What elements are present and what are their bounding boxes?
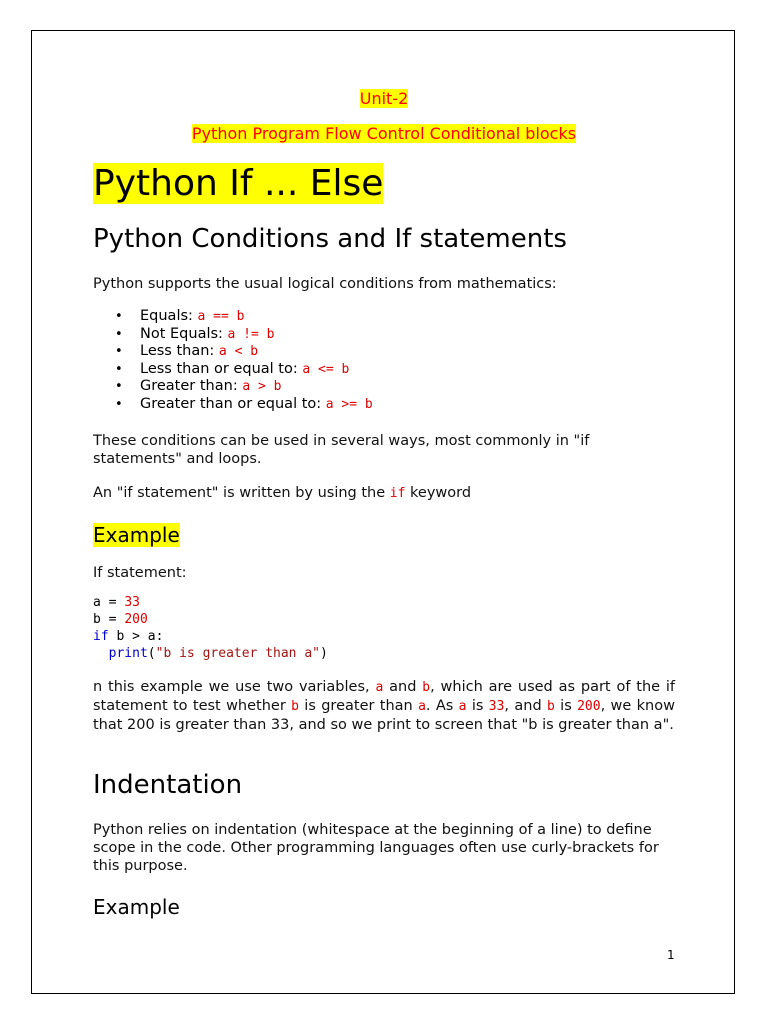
example-explanation: n this example we use two variables, a and b, which are used as part of the if statement to test whether b is greater than a. As a is 33, and b is 200, we know that 200 is greater than 33, and so we print to screen that "b is greater than a". [93,679,676,733]
list-item: • Less than: a < b [93,343,493,361]
section-heading-conditions: Python Conditions and If statements [93,224,567,254]
list-item: • Greater than or equal to: a >= b [93,396,493,414]
unit-heading: Unit-2 [359,89,409,108]
indentation-example-heading: Example [93,895,180,919]
list-item: • Equals: a == b [93,308,493,326]
list-item: • Less than or equal to: a <= b [93,361,493,379]
chapter-subtitle: Python Program Flow Control Conditional blocks [191,124,577,143]
list-item: • Greater than: a > b [93,378,493,396]
code-example: a = 33 b = 200 if b > a: print("b is greater than a") [93,595,328,661]
example-caption: If statement: [93,565,187,581]
page-title: Python If ... Else [93,163,384,204]
indentation-paragraph: Python relies on indentation (whitespace at the beginning of a line) to define scope in the code. Other programming languages often use curly-brackets for this purpose. [93,822,659,874]
example-heading: Example [93,523,180,547]
indentation-heading: Indentation [93,770,243,800]
page-number: 1 [667,948,675,962]
conditions-list [93,308,493,414]
list-item: • Not Equals: a != b [93,326,493,344]
conditions-usage-paragraph: These conditions can be used in several ways, most commonly in "if statements" and loops. [93,433,590,467]
conditions-intro: Python supports the usual logical conditions from mathematics: [93,276,557,292]
if-keyword-paragraph: An "if statement" is written by using the if keyword [93,485,472,501]
